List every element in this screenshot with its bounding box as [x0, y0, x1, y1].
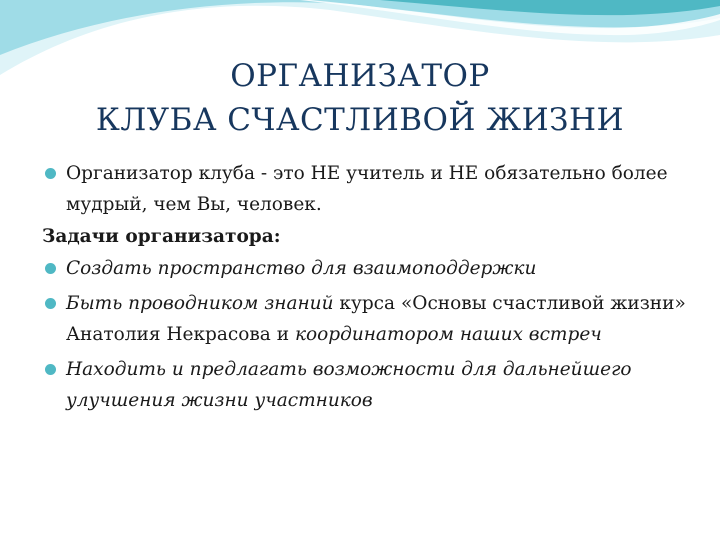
task-3-text: Находить и предлагать возможности для дальнейшего улучшения жизни участников — [66, 359, 632, 411]
title-line-1: ОРГАНИЗАТОР — [230, 58, 490, 94]
intro-text: Организатор клуба - это НЕ учитель и НЕ обязательно более мудрый, чем Вы, человек. — [66, 163, 668, 215]
bullet-icon — [45, 298, 56, 309]
task-bullet-3 — [42, 354, 702, 416]
task-2-italic-text: Быть проводником знаний — [66, 293, 334, 314]
intro-bullet — [42, 158, 702, 220]
slide-title — [0, 54, 720, 142]
task-2-normal-text: курса «Основы счастливой жизни» Анатолия Некрасова и — [66, 293, 686, 345]
task-2-italic-text-2: координатором наших встреч — [294, 324, 602, 345]
bullet-icon — [45, 168, 56, 179]
slide-body — [42, 158, 702, 416]
bullet-icon — [45, 263, 56, 274]
task-bullet-2 — [42, 288, 702, 350]
task-bullet-1 — [42, 253, 702, 284]
bullet-icon — [45, 364, 56, 375]
tasks-heading: Задачи организатора: — [42, 226, 281, 247]
title-line-2: КЛУБА СЧАСТЛИВОЙ ЖИЗНИ — [95, 102, 625, 138]
task-1-text: Создать пространство для взаимоподдержки — [66, 258, 537, 279]
